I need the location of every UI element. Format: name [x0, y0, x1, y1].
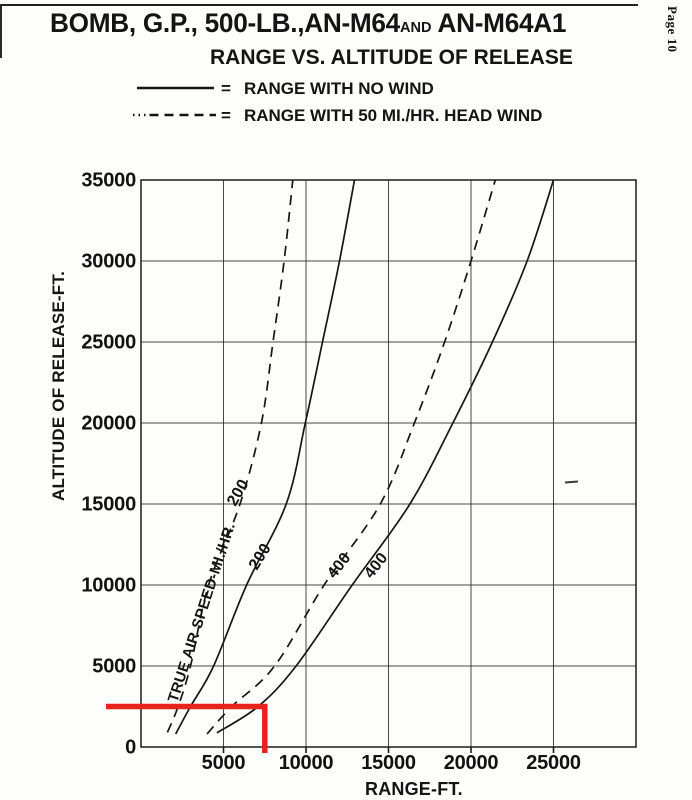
legend-row-head-wind [221, 106, 542, 126]
page-number: Page 10 [665, 6, 680, 53]
curve-label-400-head-wind: 400 [324, 549, 355, 582]
curve-label-400-no-wind: 400 [361, 549, 392, 582]
y-axis-tick-label: 30000 [81, 250, 136, 273]
document-title-and: AND [399, 19, 432, 36]
y-axis-tick-label: 35000 [81, 169, 136, 192]
x-axis-tick-label: 10000 [278, 752, 334, 774]
curve-label-200-head-wind: 200 [224, 476, 253, 509]
true-air-speed-annotation: TRUE AIR SPEED-MI./HR. [164, 520, 239, 705]
curve-200-solid [176, 180, 355, 734]
x-axis-tick-label: 20000 [443, 752, 499, 774]
x-axis-tick-label: 15000 [361, 752, 416, 774]
y-axis-tick-label: 15000 [81, 493, 136, 516]
chart-title: RANGE VS. ALTITUDE OF RELEASE [210, 46, 573, 69]
legend-label-no-wind: RANGE WITH NO WIND [243, 79, 434, 98]
legend-equals-sign: = [221, 106, 231, 125]
page-top-border-line [0, 4, 638, 6]
document-title-main: BOMB, G.P., 500-LB.,AN-M64 [50, 8, 400, 38]
curve-400-dashed [207, 180, 495, 734]
y-axis-tick-label: 10000 [81, 574, 136, 597]
legend-equals-sign: = [221, 79, 231, 98]
x-axis-title: RANGE-FT. [365, 779, 463, 799]
document-title [50, 8, 566, 39]
y-axis-tick-label: 0 [125, 736, 136, 759]
y-axis-title: ALTITUDE OF RELEASE-FT. [49, 271, 68, 501]
curve-label-200-no-wind: 200 [245, 540, 275, 573]
document-title-variant: AN-M64A1 [437, 8, 567, 38]
page-left-border-line [0, 4, 2, 58]
y-axis-tick-label: 20000 [81, 412, 136, 435]
y-axis-tick-label: 5000 [92, 655, 136, 678]
x-axis-tick-label: 5000 [201, 752, 246, 774]
legend-row-no-wind [221, 79, 434, 99]
x-axis-tick-label: 25000 [526, 752, 581, 774]
curve-400-solid [217, 180, 554, 733]
legend-label-head-wind: RANGE WITH 50 MI./HR. HEAD WIND [243, 106, 543, 125]
y-axis-tick-label: 25000 [81, 331, 136, 354]
